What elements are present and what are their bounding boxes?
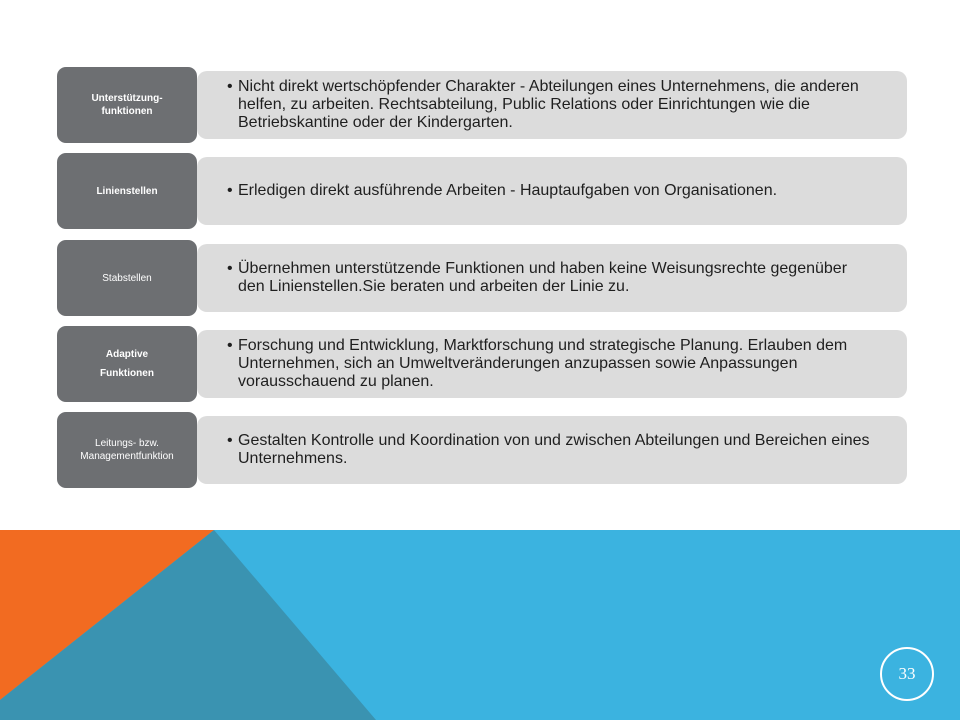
label-box bbox=[57, 153, 197, 229]
description-box bbox=[197, 71, 907, 139]
description-text: • Erledigen direkt ausführende Arbeiten - Hauptaufgaben von Organisationen. bbox=[227, 182, 777, 200]
description-text: • Forschung und Entwicklung, Marktforschung und strategische Planung. Erlauben dem Unternehmen, sich an Umweltveränderungen anzupassen sowie Anpassungen vorausschauend zu planen. bbox=[227, 337, 877, 391]
footer-decoration bbox=[0, 530, 960, 720]
label-text: Stabstellen bbox=[102, 272, 152, 284]
row-stabstellen bbox=[57, 244, 907, 312]
description-box bbox=[197, 244, 907, 312]
label-text-line2: Funktionen bbox=[100, 368, 154, 379]
label-box bbox=[57, 412, 197, 488]
description-box bbox=[197, 157, 907, 225]
label-text: Adaptive bbox=[105, 349, 149, 360]
description-text: • Nicht direkt wertschöpfender Charakter - Abteilungen eines Unternehmens, die anderen helfen, zu arbeiten. Rechtsabteilung, Public Relations oder Einrichtungen wie die Betriebskantine oder der Kindergarten. bbox=[227, 78, 877, 132]
label-box bbox=[57, 326, 197, 402]
row-adaptive bbox=[57, 330, 907, 398]
description-box bbox=[197, 416, 907, 484]
page-number: 33 bbox=[880, 647, 934, 701]
label-box bbox=[57, 240, 197, 316]
description-box bbox=[197, 330, 907, 398]
label-text: Linienstellen bbox=[96, 185, 158, 197]
label-text: Unterstützung- funktionen bbox=[91, 93, 163, 117]
description-text: • Gestalten Kontrolle und Koordination von und zwischen Abteilungen und Bereichen eines Unternehmens. bbox=[227, 432, 877, 468]
label-box bbox=[57, 67, 197, 143]
label-text: Leitungs- bzw. Managementfunktion bbox=[80, 438, 174, 462]
description-text: • Übernehmen unterstützende Funktionen und haben keine Weisungsrechte gegenüber den Linienstellen.Sie beraten und arbeiten der Linie zu. bbox=[227, 260, 877, 296]
row-unterstuetzung bbox=[57, 71, 907, 139]
row-leitung bbox=[57, 416, 907, 484]
row-linienstellen bbox=[57, 157, 907, 225]
